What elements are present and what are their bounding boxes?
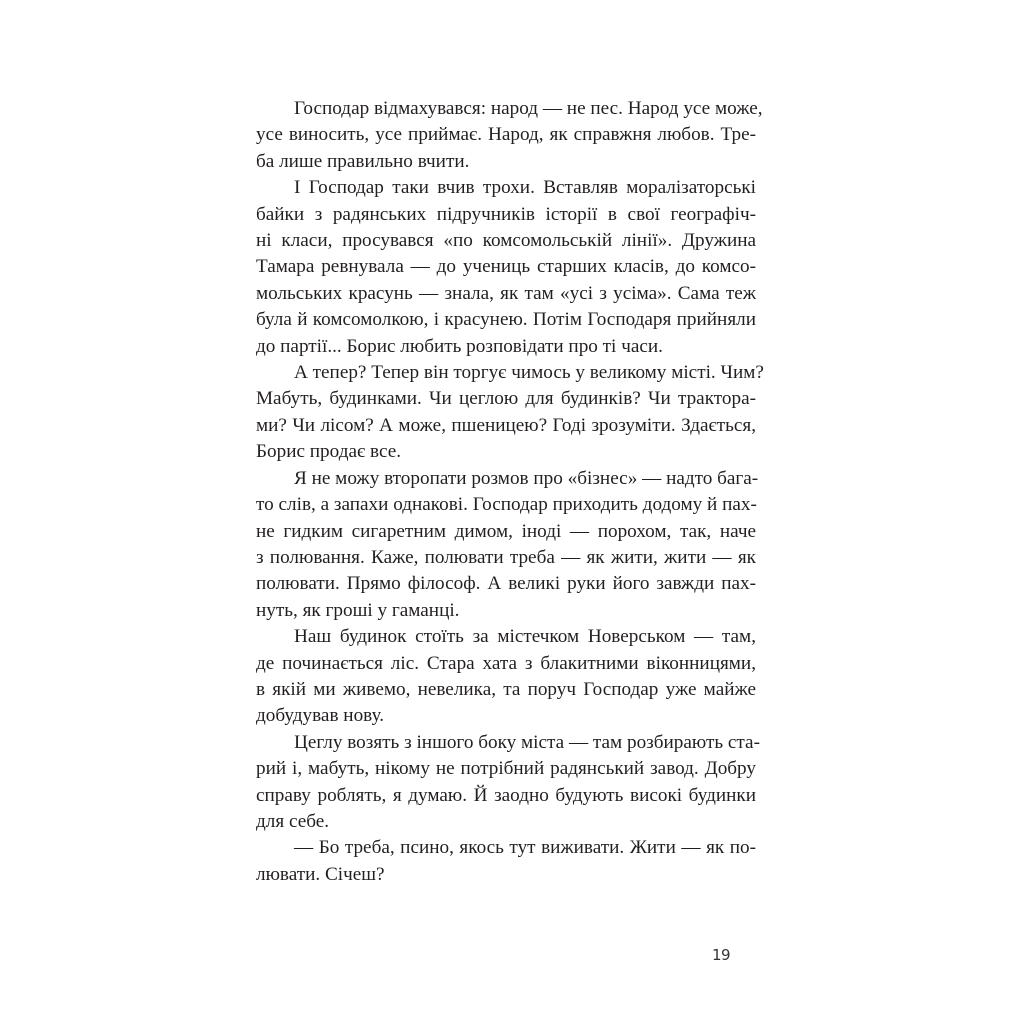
paragraph — [256, 175, 756, 360]
paragraph — [256, 835, 756, 888]
text-line: Тамара ревнувала — до учениць старших класів, до комсо- — [256, 256, 756, 278]
text-line: усе виносить, усе приймає. Народ, як справжня любов. Тре- — [256, 124, 756, 146]
text-line: Мабуть, будинками. Чи цеглою для будинків? Чи трактора- — [256, 388, 756, 410]
text-line: ба лише правильно вчити. — [256, 150, 470, 172]
text-line: І Господар таки вчив трохи. Вставляв моралізаторські — [294, 177, 756, 199]
text-line: добудував нову. — [256, 705, 385, 727]
page-number: 19 — [712, 946, 731, 964]
text-line: де починається ліс. Стара хата з блакитними віконницями, — [256, 652, 756, 674]
text-line: лювати. Січеш? — [256, 863, 385, 885]
paragraph — [256, 466, 759, 624]
paragraph — [256, 96, 763, 175]
text-line: ні класи, просувався «по комсомольській лінії». Дружина — [256, 230, 756, 252]
text-line: Цеглу возять з іншого боку міста — там розбирають ста- — [294, 731, 760, 753]
paragraph — [256, 360, 764, 466]
paragraph — [256, 624, 756, 730]
text-line: до партії... Борис любить розповідати про ті часи. — [256, 335, 663, 357]
text-line: для себе. — [256, 810, 330, 832]
text-line: Я не можу второпати розмов про «бізнес» — надто бага- — [294, 467, 759, 489]
text-line: з полювання. Каже, полювати треба — як жити, жити — як — [256, 546, 756, 568]
text-line: Наш будинок стоїть за містечком Новерськом — там, — [294, 626, 756, 648]
text-line: нуть, як гроші у гаманці. — [256, 599, 460, 621]
paragraph — [256, 730, 760, 836]
text-line: байки з радянських підручників історії в свої географіч- — [256, 203, 756, 225]
text-line: ми? Чи лісом? А може, пшеницею? Годі зрозуміти. Здається, — [256, 414, 756, 436]
text-line: не гидким сигаретним димом, іноді — порохом, так, наче — [256, 520, 756, 542]
text-line: то слів, а запахи однакові. Господар приходить додому й пах- — [256, 494, 757, 516]
text-line: мольських красунь — знала, як там «усі з усіма». Сама теж — [256, 282, 756, 304]
text-line: рий і, мабуть, нікому не потрібний радянський завод. Добру — [256, 758, 756, 780]
text-line: справу роблять, я думаю. Й заодно будують високі будинки — [256, 784, 756, 806]
book-page-text — [256, 96, 764, 888]
text-line: Господар відмахувався: народ — не пес. Народ усе може, — [294, 98, 763, 119]
text-line: полювати. Прямо філософ. А великі руки його завжди пах- — [256, 573, 756, 595]
text-line: А тепер? Тепер він торгує чимось у великому місті. Чим? — [294, 362, 764, 384]
text-line: була й комсомолкою, і красунею. Потім Господаря прийняли — [256, 309, 756, 331]
text-line: — Бо треба, псино, якось тут виживати. Жити — як по- — [294, 837, 756, 859]
text-line: Борис продає все. — [256, 441, 402, 463]
text-line: в якій ми живемо, невелика, та поруч Господар уже майже — [256, 678, 756, 700]
